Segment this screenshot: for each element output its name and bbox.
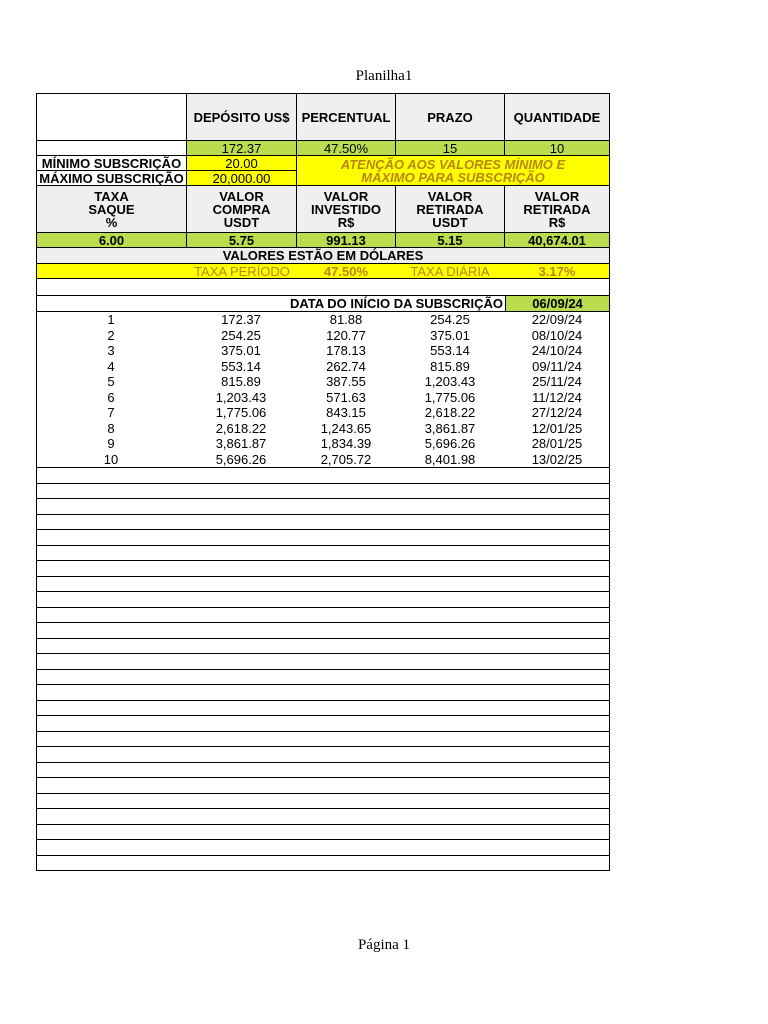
valor-investido-cell: 262.74 xyxy=(326,358,366,374)
table-row xyxy=(37,405,609,420)
min-subscricao-label: MÍNIMO SUBSCRIÇÃO xyxy=(36,155,187,171)
table-row xyxy=(37,390,609,405)
header-taxa-saque: TAXA SAQUE % xyxy=(36,185,187,233)
valor-investido-cell: 1,834.39 xyxy=(320,436,372,451)
valor-compra-cell: 172.37 xyxy=(221,312,261,327)
header-quantidade: QUANTIDADE xyxy=(504,93,610,141)
row-divider xyxy=(37,653,609,654)
valor-investido-cell: 387.55 xyxy=(326,374,366,389)
valor-compra-cell: 815.89 xyxy=(221,374,261,389)
valor-retirada-cell: 553.14 xyxy=(430,343,470,358)
data-cell: 27/12/24 xyxy=(531,405,583,420)
row-divider xyxy=(37,762,609,763)
page-title: Planilha1 xyxy=(355,68,413,84)
spreadsheet xyxy=(36,93,610,871)
valor-compra-cell: 254.25 xyxy=(221,327,261,343)
valor-compra-cell: 1,775.06 xyxy=(215,405,267,420)
valor-investido-cell: 120.77 xyxy=(326,327,366,343)
row-divider xyxy=(37,638,609,639)
valor-compra-cell: 375.01 xyxy=(221,343,261,358)
max-subscricao-value[interactable]: 20,000.00 xyxy=(186,170,297,186)
taxa-saque-value[interactable]: 6.00 xyxy=(36,232,187,248)
row-divider xyxy=(37,607,609,608)
header-prazo: PRAZO xyxy=(395,93,505,141)
deposito-value[interactable]: 172.37 xyxy=(186,140,297,156)
row-index-cell: 7 xyxy=(107,405,115,420)
valor-investido-cell: 81.88 xyxy=(329,312,363,327)
valor-investido-cell: 178.13 xyxy=(326,343,366,358)
row-divider xyxy=(37,467,609,468)
row-divider xyxy=(37,700,609,701)
page-footer: Página 1 xyxy=(357,937,411,953)
valor-retirada-cell: 2,618.22 xyxy=(424,405,476,420)
table-row xyxy=(37,436,609,451)
taxa-periodo-label: TAXA PERÍODO xyxy=(194,264,290,279)
table-row xyxy=(37,452,609,467)
row-divider xyxy=(37,545,609,546)
valor-compra-cell: 2,618.22 xyxy=(215,420,267,436)
valor-compra-cell: 1,203.43 xyxy=(215,389,267,405)
valor-investido-value: 991.13 xyxy=(296,232,396,248)
quantidade-value[interactable]: 10 xyxy=(504,140,610,156)
row-divider xyxy=(37,731,609,732)
row-divider xyxy=(37,839,609,840)
row-divider xyxy=(37,514,609,515)
row-divider xyxy=(37,684,609,685)
header-deposito: DEPÓSITO US$ xyxy=(186,93,297,141)
prazo-value[interactable]: 15 xyxy=(395,140,505,156)
data-inicio-label: DATA DO INÍCIO DA SUBSCRIÇÃO xyxy=(289,296,503,311)
data-cell: 24/10/24 xyxy=(531,343,583,358)
valor-retirada-cell: 254.25 xyxy=(430,312,470,327)
row-divider xyxy=(37,576,609,577)
row-index-cell: 9 xyxy=(107,436,115,451)
valor-investido-cell: 843.15 xyxy=(326,405,366,420)
data-cell: 09/11/24 xyxy=(532,358,582,374)
table-row xyxy=(37,359,609,374)
data-cell: 25/11/24 xyxy=(532,374,582,389)
row-divider xyxy=(37,560,609,561)
table-row xyxy=(37,374,609,389)
currency-notice: VALORES ESTÃO EM DÓLARES xyxy=(36,247,610,264)
valor-compra-cell: 5,696.26 xyxy=(215,451,267,467)
valor-retirada-cell: 1,203.43 xyxy=(424,374,476,389)
valor-retirada-cell: 8,401.98 xyxy=(424,451,476,467)
row-divider xyxy=(37,808,609,809)
row-divider xyxy=(37,777,609,778)
subscription-warning: ATENÇÃO AOS VALORES MÍNIMO E MÁXIMO PARA SUBSCRIÇÃO xyxy=(296,155,610,186)
header-percentual: PERCENTUAL xyxy=(296,93,396,141)
data-cell: 11/12/24 xyxy=(532,389,582,405)
valor-retirada-cell: 815.89 xyxy=(430,358,470,374)
row-divider xyxy=(37,855,609,856)
valor-compra-cell: 3,861.87 xyxy=(215,436,267,451)
header-valor-compra: VALOR COMPRA USDT xyxy=(186,185,297,233)
row-divider xyxy=(37,746,609,747)
header-valor-investido: VALOR INVESTIDO R$ xyxy=(296,185,396,233)
row-divider xyxy=(37,498,609,499)
valor-investido-cell: 571.63 xyxy=(326,389,366,405)
row-divider xyxy=(37,591,609,592)
data-cell: 22/09/24 xyxy=(531,312,583,327)
taxa-diaria-label: TAXA DIÁRIA xyxy=(410,264,490,279)
table-row xyxy=(37,343,609,358)
valor-compra-cell: 553.14 xyxy=(221,358,261,374)
valor-retirada-cell: 3,861.87 xyxy=(424,420,476,436)
row-divider xyxy=(37,715,609,716)
row-divider xyxy=(37,824,609,825)
data-cell: 13/02/25 xyxy=(531,451,583,467)
row-index-cell: 2 xyxy=(107,327,115,343)
max-subscricao-label: MÁXIMO SUBSCRIÇÃO xyxy=(36,170,187,186)
valor-investido-cell: 1,243.65 xyxy=(320,420,372,436)
valor-compra-value[interactable]: 5.75 xyxy=(186,232,297,248)
data-inicio-value[interactable]: 06/09/24 xyxy=(505,296,609,311)
table-row xyxy=(37,312,609,327)
min-subscricao-value[interactable]: 20.00 xyxy=(186,155,297,171)
row-index-cell: 6 xyxy=(107,389,115,405)
valor-investido-cell: 2,705.72 xyxy=(320,451,372,467)
row-index-cell: 4 xyxy=(107,358,115,374)
table-row xyxy=(37,328,609,343)
row-index-cell: 5 xyxy=(107,374,115,389)
taxa-diaria-value: 3.17% xyxy=(538,264,576,279)
data-cell: 12/01/25 xyxy=(531,420,583,436)
row-index-cell: 3 xyxy=(107,343,115,358)
row-divider xyxy=(37,622,609,623)
data-cell: 08/10/24 xyxy=(531,327,583,343)
table-row xyxy=(37,421,609,436)
valor-retirada-brl-value: 40,674.01 xyxy=(504,232,610,248)
row-divider xyxy=(37,669,609,670)
data-cell: 28/01/25 xyxy=(531,436,583,451)
empty-corner-cell xyxy=(36,93,187,141)
row-divider xyxy=(37,793,609,794)
valor-retirada-usdt-value: 5.15 xyxy=(395,232,505,248)
row-divider xyxy=(37,529,609,530)
valor-retirada-cell: 1,775.06 xyxy=(424,389,476,405)
header-valor-retirada-usdt: VALOR RETIRADA USDT xyxy=(395,185,505,233)
percentual-value[interactable]: 47.50% xyxy=(296,140,396,156)
valor-retirada-cell: 375.01 xyxy=(430,327,470,343)
header-valor-retirada-brl: VALOR RETIRADA R$ xyxy=(504,185,610,233)
row-index-cell: 1 xyxy=(107,312,115,327)
row-divider xyxy=(37,483,609,484)
row-index-cell: 10 xyxy=(103,451,119,467)
row-index-cell: 8 xyxy=(107,420,115,436)
taxa-periodo-value: 47.50% xyxy=(323,264,369,279)
valor-retirada-cell: 5,696.26 xyxy=(424,436,476,451)
empty-label-cell xyxy=(36,140,187,156)
